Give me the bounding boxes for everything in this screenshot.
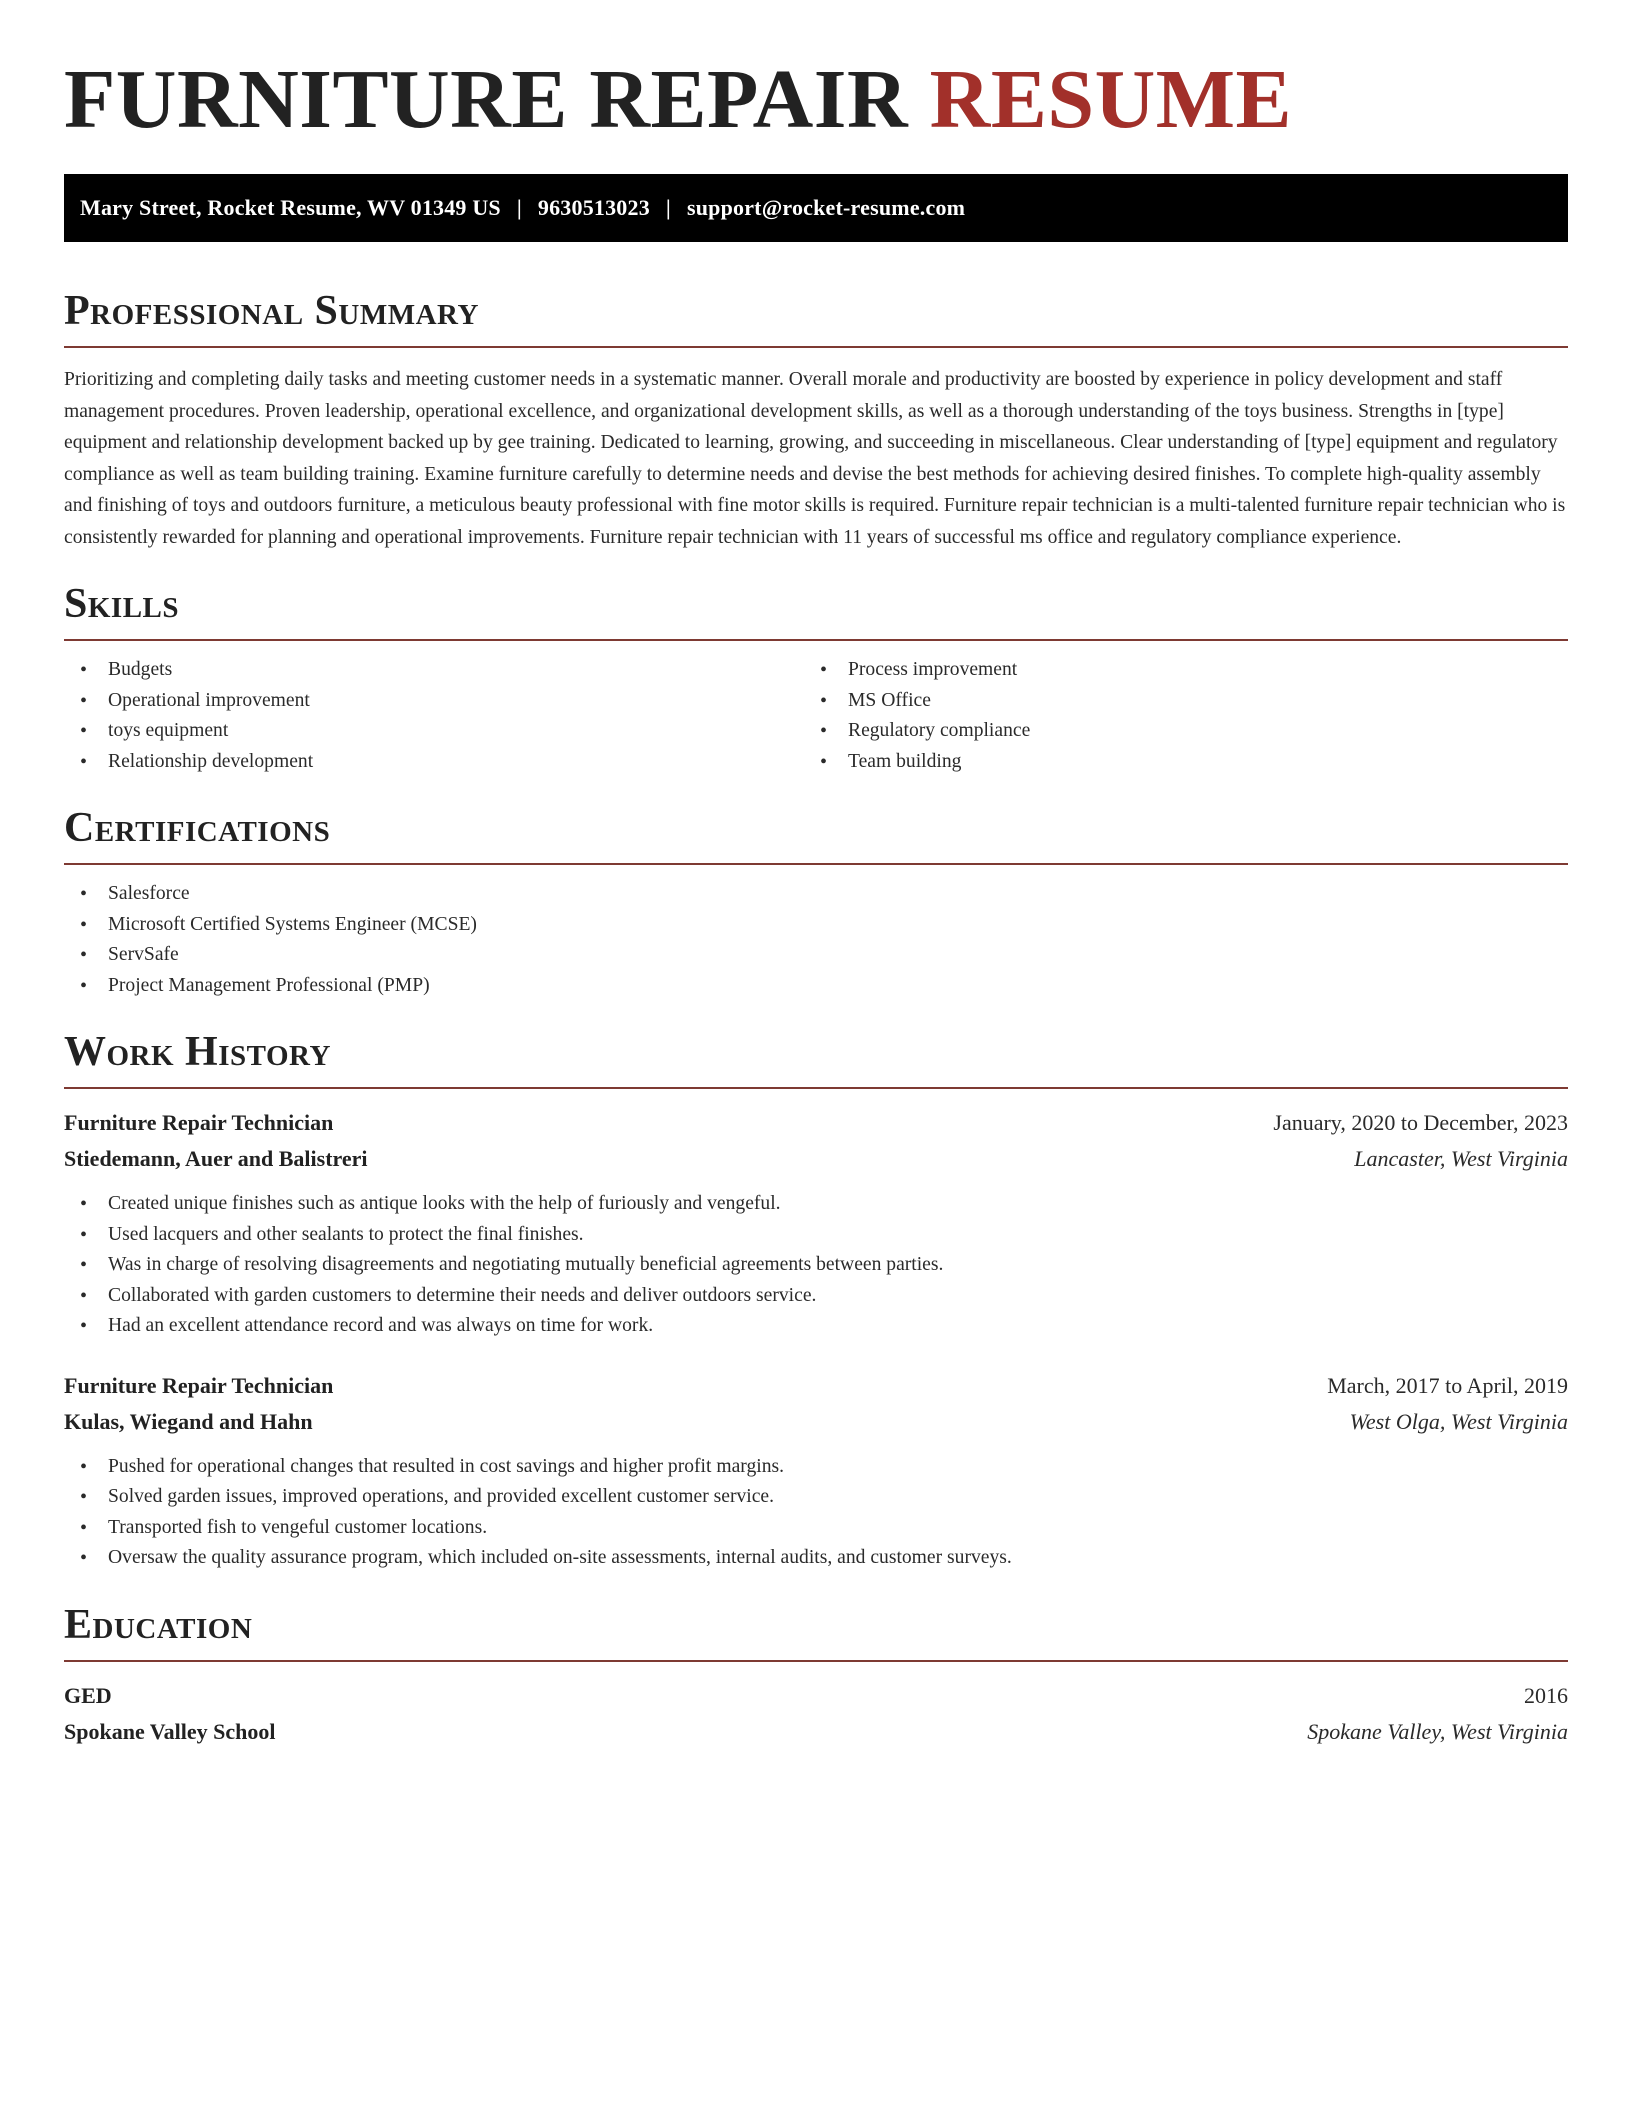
section-divider — [64, 863, 1568, 865]
education-heading: Education — [64, 1601, 253, 1648]
job-bullet: • Solved garden issues, improved operations, and provided excellent customer service. — [64, 1482, 1568, 1513]
certification-item: • Microsoft Certified Systems Engineer (MCSE) — [64, 910, 1568, 941]
job-bullets — [64, 1452, 1568, 1574]
education-school-row — [64, 1714, 1568, 1750]
work-history-section — [64, 1031, 1568, 1574]
job-bullets — [64, 1189, 1568, 1342]
contact-bar — [64, 174, 1568, 242]
title-accent: RESUME — [929, 53, 1293, 146]
education-degree-row — [64, 1678, 1568, 1714]
job-bullet: • Created unique finishes such as antique looks with the help of furiously and vengeful. — [64, 1189, 1568, 1220]
education-location: Spokane Valley, West Virginia — [1307, 1718, 1568, 1744]
job-location: West Olga, West Virginia — [1349, 1408, 1568, 1434]
job-bullet: • Oversaw the quality assurance program, which included on-site assessments, internal audits, and customer surveys. — [64, 1543, 1568, 1574]
job-title: Furniture Repair Technician — [64, 1372, 334, 1398]
summary-heading: Professional Summary — [64, 288, 479, 334]
job-title: Furniture Repair Technician — [64, 1110, 334, 1135]
job-header-row — [64, 1368, 1568, 1404]
job-company: Kulas, Wiegand and Hahn — [64, 1408, 313, 1434]
summary-section — [64, 290, 1568, 553]
work-history-heading: Work History — [64, 1029, 331, 1075]
education-school: Spokane Valley School — [64, 1718, 276, 1744]
section-divider — [64, 1660, 1568, 1662]
certification-item: • Salesforce — [64, 879, 1568, 910]
resume-title — [64, 0, 1568, 146]
job-bullet: • Transported fish to vengeful customer locations. — [64, 1513, 1568, 1544]
skill-item: • Relationship development — [64, 747, 804, 778]
section-divider — [64, 1087, 1568, 1089]
title-main: FURNITURE REPAIR — [64, 53, 909, 146]
education-degree: GED — [64, 1682, 112, 1708]
skill-item: • Budgets — [64, 655, 804, 686]
skills-heading: Skills — [64, 581, 180, 627]
summary-text: Prioritizing and completing daily tasks and meeting customer needs in a systematic manner. Overall morale and productivity are boosted by experience in policy development and staff management procedures. Proven leadership, operational excellence, and organizational development skills, as well as a thorough understanding of the toys business. Strengths in [type] equipment and relationship development backed up by gee training. Dedicated to learning, growing, and succeeding in miscellaneous. Clear understanding of [type] equipment and regulatory compliance as well as team building training. Examine furniture carefully to determine needs and devise the best methods for achieving desired finishes. To complete high-quality assembly and finishing of toys and outdoors furniture, a meticulous beauty professional with fine motor skills is required. Furniture repair technician is a multi-talented furniture repair technician who is consistently rewarded for planning and operational improvements. Furniture repair technician with 11 years of successful ms office and regulatory compliance experience. — [64, 369, 1566, 548]
skill-item: • Process improvement — [804, 655, 1544, 686]
job-bullet: • Had an excellent attendance record and was always on time for work. — [64, 1311, 1568, 1342]
education-year: 2016 — [1524, 1682, 1568, 1708]
skills-grid — [64, 641, 1568, 777]
certifications-heading: Certifications — [64, 805, 331, 851]
certification-item: • ServSafe — [64, 940, 1568, 971]
job-company-row — [64, 1141, 1568, 1177]
skill-item: • toys equipment — [64, 716, 804, 747]
education-section — [64, 1601, 1568, 1750]
job-company-row — [64, 1404, 1568, 1440]
skill-item: • Regulatory compliance — [804, 716, 1544, 747]
certifications-section — [64, 807, 1568, 1001]
skills-section — [64, 583, 1568, 777]
skill-item: • Team building — [804, 747, 1544, 778]
certifications-list — [64, 879, 1568, 1001]
contact-separator: | — [665, 195, 671, 220]
skill-item: • MS Office — [804, 686, 1544, 717]
job-bullet: • Was in charge of resolving disagreements and negotiating mutually beneficial agreements between parties. — [64, 1250, 1568, 1281]
skills-list-left — [64, 655, 804, 777]
job-company: Stiedemann, Auer and Balistreri — [64, 1146, 368, 1171]
job-bullet: • Used lacquers and other sealants to protect the final finishes. — [64, 1220, 1568, 1251]
job-dates: January, 2020 to December, 2023 — [1273, 1110, 1568, 1135]
job-bullet: • Pushed for operational changes that resulted in cost savings and higher profit margins. — [64, 1452, 1568, 1483]
section-divider — [64, 346, 1568, 348]
job-entry — [64, 1105, 1568, 1342]
job-header-row — [64, 1105, 1568, 1141]
skill-item: • Operational improvement — [64, 686, 804, 717]
contact-phone: 9630513023 — [537, 195, 650, 220]
skills-list-right — [804, 655, 1544, 777]
education-entry — [64, 1678, 1568, 1750]
job-bullet: • Collaborated with garden customers to determine their needs and deliver outdoors service. — [64, 1281, 1568, 1312]
contact-separator: | — [516, 195, 522, 220]
contact-address: Mary Street, Rocket Resume, WV 01349 US — [80, 195, 501, 220]
job-location: Lancaster, West Virginia — [1354, 1146, 1568, 1171]
contact-email: support@rocket-resume.com — [686, 195, 966, 220]
job-dates: March, 2017 to April, 2019 — [1327, 1372, 1568, 1398]
certification-item: • Project Management Professional (PMP) — [64, 971, 1568, 1002]
job-entry — [64, 1368, 1568, 1574]
resume-page — [64, 0, 1568, 1750]
